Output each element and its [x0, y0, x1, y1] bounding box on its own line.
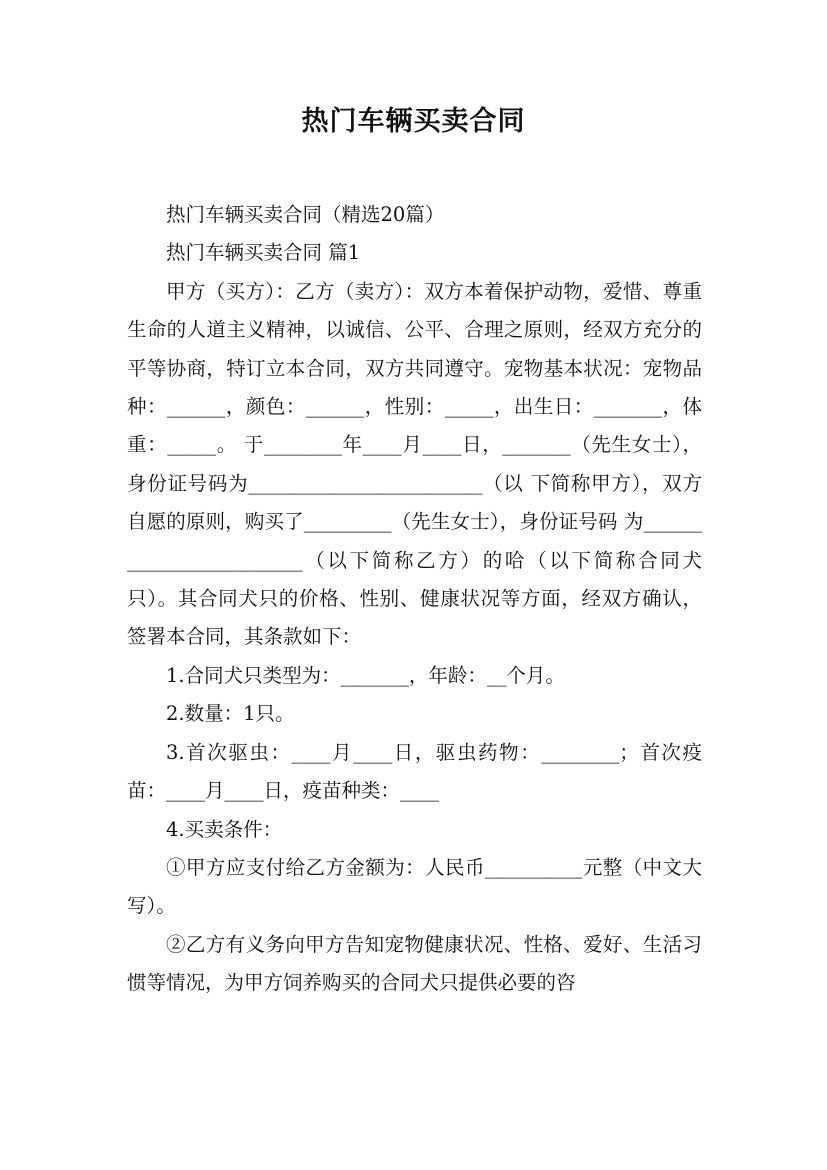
paragraph-clause-4-item-1: ①甲方应支付给乙方金额为：人民币__________元整（中文大写）。: [127, 855, 702, 918]
paragraph-clause-1: 1.合同犬只类型为：_______，年龄：__个月。: [166, 663, 565, 687]
document-title: 热门车辆买卖合同: [301, 106, 526, 137]
paragraph-clause-4: 4.买卖条件：: [166, 817, 283, 841]
document-body: [127, 196, 702, 1003]
paragraph-clause-2: 2.数量：1只。: [166, 702, 295, 726]
paragraph-clause-4-item-2: ②乙方有义务向甲方告知宠物健康状况、性格、爱好、生活习惯等情况，为甲方饲养购买的合同犬只提供必要的咨: [127, 932, 702, 995]
paragraph-section-heading: 热门车辆买卖合同 篇1: [166, 241, 361, 265]
paragraph-subtitle: 热门车辆买卖合同（精选20篇）: [166, 203, 445, 226]
paragraph-clause-3: 3.首次驱虫：____月____日，驱虫药物：________；首次疫苗：____月____日，疫苗种类：____: [127, 740, 702, 803]
paragraph-intro: 甲方（买方）：乙方（卖方）：双方本着保护动物，爱惜、尊重生命的人道主义精神，以诚信、公平、合理之原则，经双方充分的平等协商，特订立本合同，双方共同遵守。宠物基本状况：宠物品种：______，颜色：______，性别：_____，出生日：_______，体重：_____。 于________年____月____日，_______（先生女士），身份证号码为________________________（以 下简称甲方），双方自愿的原则，购买了_________（先生女士），身份证号码 为________________________（以下简称乙方）的哈（以下简称合同犬只）。其合同犬只的价格、性别、健康状况等方面，经双方确认，签署本合同，其条款如下：: [127, 279, 702, 649]
